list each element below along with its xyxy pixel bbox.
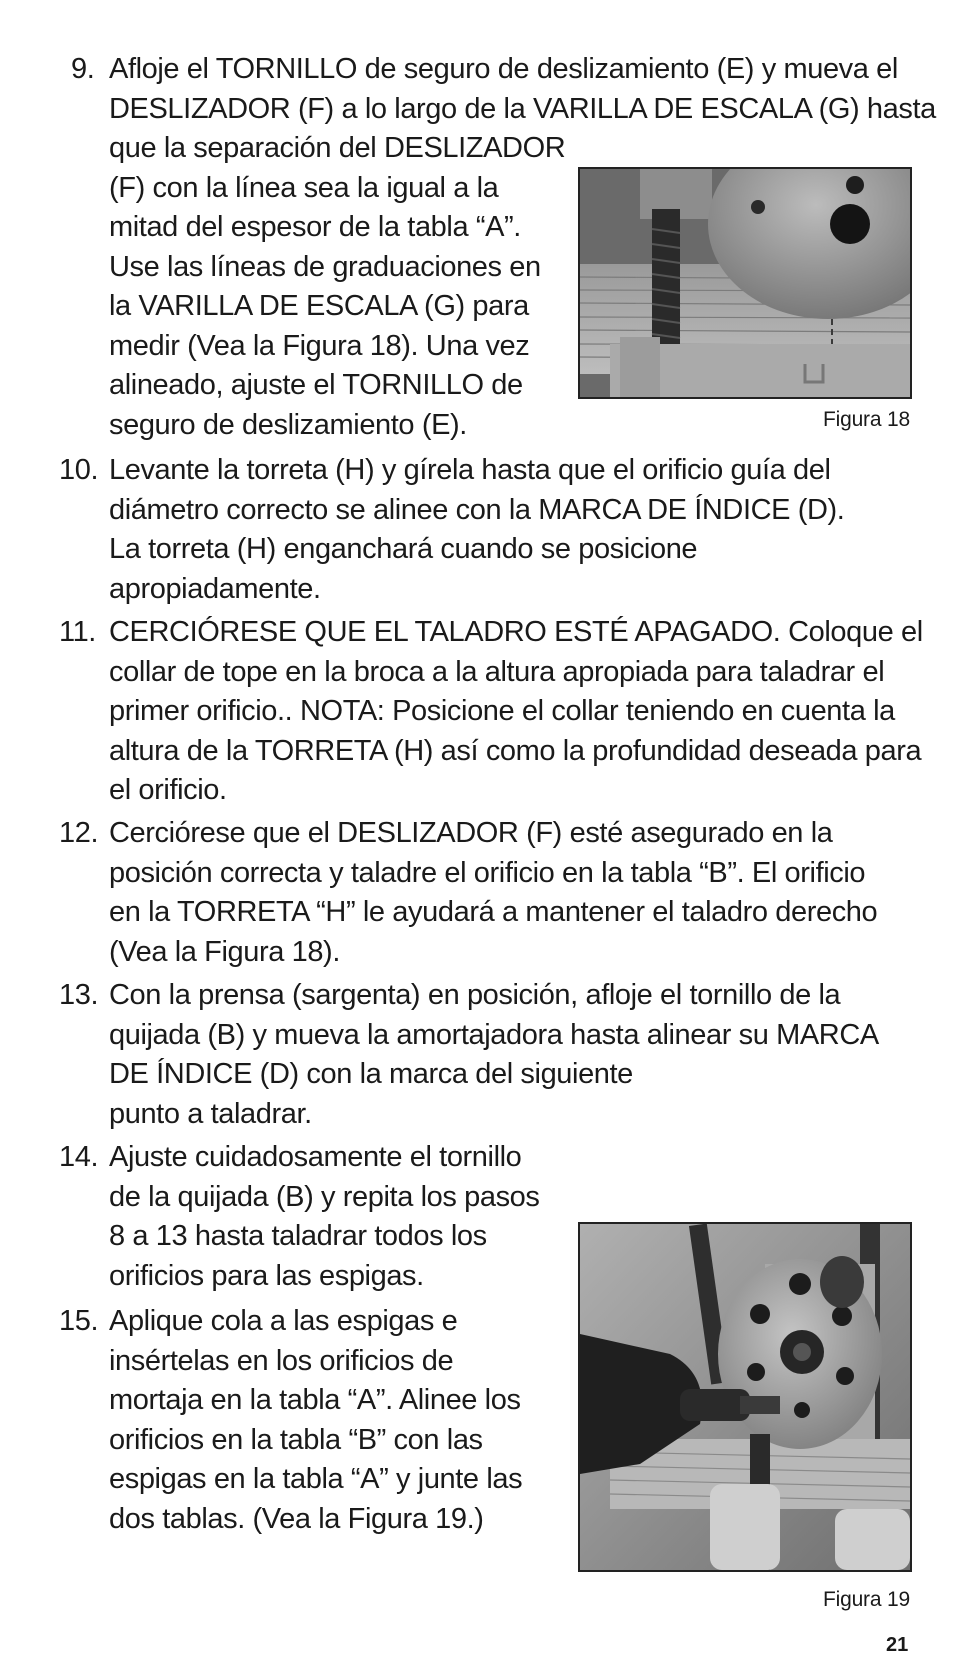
figure-19-photo [578,1222,912,1572]
step-10 [0,451,844,609]
step-text-line: CERCIÓRESE QUE EL TALADRO ESTÉ APAGADO. Coloque el [109,616,923,648]
step-13 [0,976,879,1134]
step-text-line: en la TORRETA “H” le ayudará a mantener el taladro derecho [109,896,878,928]
step-text-line: insértelas en los orificios de [109,1344,454,1377]
step-number: 12. [59,817,99,849]
step-text-line: alineado, ajuste el TORNILLO de [109,369,523,401]
step-text-line: Use las líneas de graduaciones en [109,250,541,283]
step-text-line: apropiadamente. [109,572,321,605]
step-text-line: diámetro correcto se alinee con la MARCA DE ÍNDICE (D). [109,493,845,526]
step-text-line: Levante la torreta (H) y gírela hasta que el orificio guía del [109,454,831,486]
step-text-line: quijada (B) y mueva la amortajadora hasta alinear su MARCA [109,1018,879,1051]
step-15 [0,1302,522,1539]
step-text-line: Con la prensa (sargenta) en posición, afloje el tornillo de la [109,979,841,1011]
step-text-line: la VARILLA DE ESCALA (G) para [109,290,529,322]
step-text-line: Aplique cola a las espigas e [109,1305,458,1337]
drill-and-turret-image [580,1224,910,1570]
step-text-line: dos tablas. (Vea la Figura 19.) [109,1502,484,1535]
step-text-line: Cerciórese que el DESLIZADOR (F) esté asegurado en la [109,817,833,849]
step-text-line: (F) con la línea sea la igual a la [109,171,499,204]
step-text-line: que la separación del DESLIZADOR [109,132,566,164]
step-text-line: medir (Vea la Figura 18). Una vez [109,329,530,362]
step-text-line: de la quijada (B) y repita los pasos [109,1180,540,1213]
step-text-line: 8 a 13 hasta taladrar todos los [109,1220,487,1252]
page-number: 21 [886,1634,909,1656]
step-14 [0,1138,540,1296]
step-number: 10. [59,454,99,486]
step-text-line: mitad del espesor de la tabla “A”. [109,211,521,243]
step-text-line: orificios en la tabla “B” con las [109,1423,483,1456]
step-text-line: DE ÍNDICE (D) con la marca del siguiente [109,1058,633,1090]
step-text-line: Ajuste cuidadosamente el tornillo [109,1141,522,1173]
step-11 [0,613,923,811]
figure-18-photo [578,167,912,399]
step-text-line: La torreta (H) enganchará cuando se posicione [109,533,698,565]
step-text-line: altura de la TORRETA (H) así como la profundidad deseada para [109,734,922,767]
step-text-line: DESLIZADOR (F) a lo largo de la VARILLA DE ESCALA (G) hasta [109,92,936,125]
step-text-line: orificios para las espigas. [109,1259,424,1292]
step-text-line: Afloje el TORNILLO de seguro de deslizamiento (E) y mueva el [109,53,898,85]
step-text-line: punto a taladrar. [109,1097,312,1130]
step-number: 13. [59,979,99,1011]
step-number: 11. [59,616,96,648]
step-text-line: (Vea la Figura 18). [109,935,340,968]
drill-guide-closeup-image [580,169,910,397]
step-text-line: espigas en la tabla “A” y junte las [109,1463,523,1495]
step-text-line: mortaja en la tabla “A”. Alinee los [109,1384,521,1416]
step-text-line: collar de tope en la broca a la altura apropiada para taladrar el [109,655,885,688]
step-text-line: primer orificio.. NOTA: Posicione el collar teniendo en cuenta la [109,695,895,727]
figure-18-caption: Figura 18 [823,408,910,431]
figure-19-caption: Figura 19 [823,1588,910,1611]
step-text-line: posición correcta y taladre el orificio en la tabla “B”. El orificio [109,856,866,889]
step-text-line: el orificio. [109,774,227,806]
step-number: 14. [59,1141,99,1173]
step-text-line: seguro de deslizamiento (E). [109,408,467,441]
step-number: 15. [59,1305,99,1337]
step-12 [0,814,877,972]
step-number: 9. [71,53,95,85]
